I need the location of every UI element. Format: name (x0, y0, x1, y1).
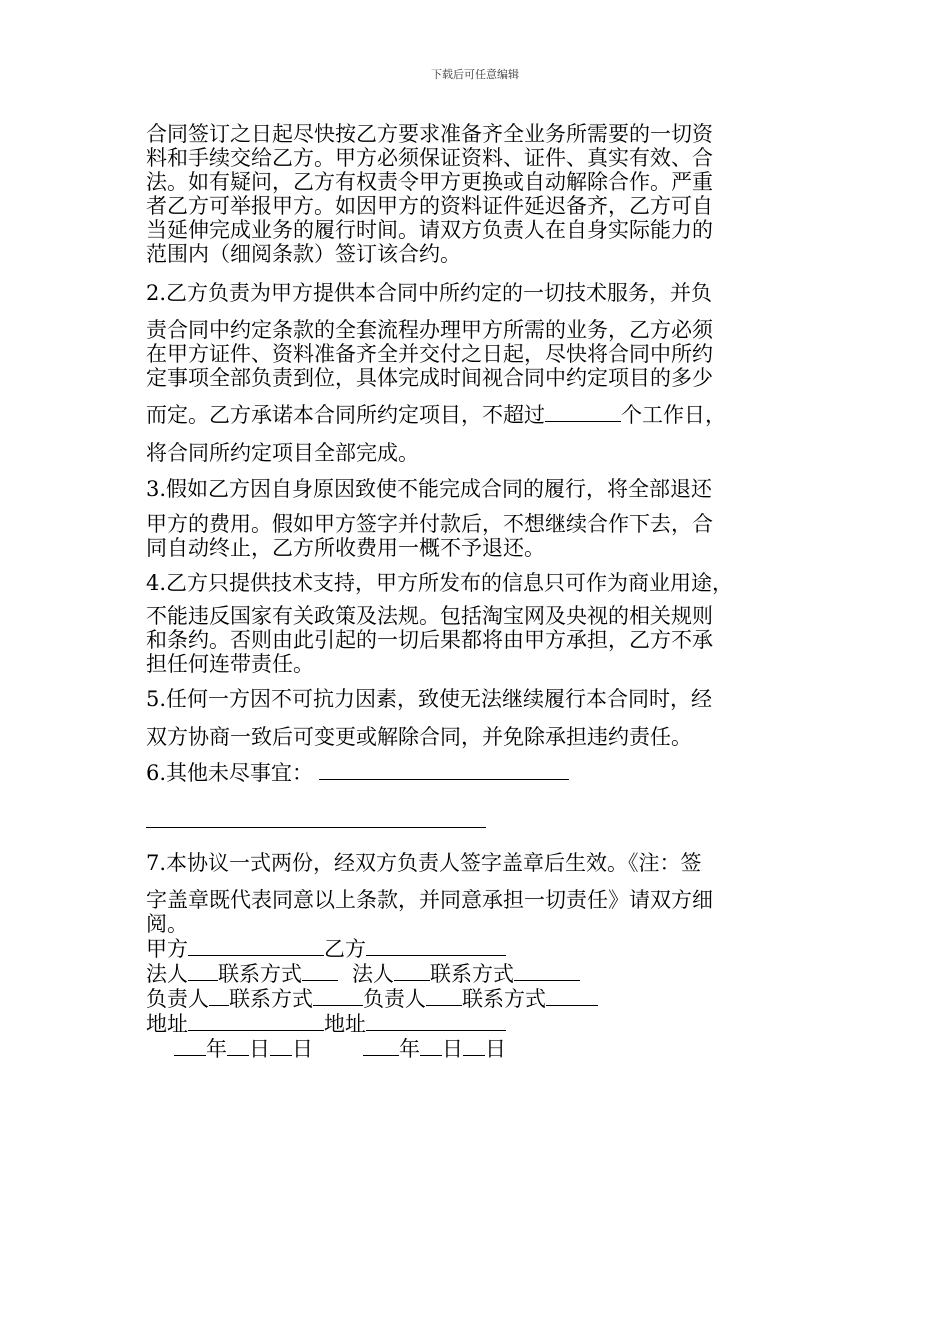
paragraph-1 (146, 122, 816, 266)
signature-row-address (146, 1011, 816, 1036)
year-a-blank[interactable] (174, 1036, 206, 1056)
text-segment: 6.其他未尽事宜： (146, 761, 314, 785)
legal-b-blank[interactable] (394, 961, 430, 981)
text-segment: 个工作日， (621, 403, 726, 427)
text-line: 者乙方可举报甲方。如因甲方的资料证件延迟备齐，乙方可自 (146, 194, 713, 218)
text-line: 料和手续交给乙方。甲方必须保证资料、证件、真实有效、合 (146, 146, 713, 170)
signature-row-parties (146, 936, 816, 961)
month-b-blank[interactable] (420, 1036, 442, 1056)
contact-b-blank[interactable] (514, 961, 580, 981)
page-header: 下载后可任意编辑 (431, 68, 519, 81)
day-b1-label: 日 (442, 1037, 463, 1061)
text-line (146, 400, 816, 430)
text-line: 范围内（细阅条款）签订该合约。 (146, 242, 461, 266)
text-line: 双方协商一致后可变更或解除合同，并免除承担违约责任。 (146, 725, 692, 749)
text-line: 3.假如乙方因自身原因致使不能完成合同的履行，将全部退还 (146, 477, 713, 501)
clause-4 (146, 568, 816, 676)
legal-a-label: 法人 (146, 962, 188, 986)
text-line: 同自动终止，乙方所收费用一概不予退还。 (146, 536, 545, 560)
signature-block (146, 936, 816, 1061)
text-line: 定事项全部负责到位，具体完成时间视合同中约定项目的多少 (146, 366, 713, 390)
day-a-blank[interactable] (270, 1036, 292, 1056)
signature-row-responsible (146, 986, 816, 1011)
text-line: 2.乙方负责为甲方提供本合同中所约定的一切技术服务，并负 (146, 281, 713, 305)
party-a-label: 甲方 (146, 937, 188, 961)
text-line: 4.乙方只提供技术支持，甲方所发布的信息只可作为商业用途， (146, 571, 734, 595)
text-line: 不能违反国家有关政策及法规。包括淘宝网及央视的相关规则 (146, 604, 713, 628)
text-line: 合同签订之日起尽快按乙方要求准备齐全业务所需要的一切资 (146, 122, 713, 146)
clause-2 (146, 278, 816, 468)
text-line: 法。如有疑问，乙方有权责令甲方更换或自动解除合作。严重 (146, 170, 713, 194)
resp-b-label: 负责人 (363, 987, 426, 1011)
blank-other-matters[interactable] (319, 760, 569, 780)
signature-row-legal (146, 961, 816, 986)
blank-workdays[interactable] (545, 402, 621, 422)
address-a-blank[interactable] (188, 1011, 324, 1031)
clause-5 (146, 684, 816, 752)
clause-6 (146, 758, 816, 832)
party-a-blank[interactable] (188, 936, 324, 956)
contact-b2-label: 联系方式 (462, 987, 546, 1011)
text-line: 当延伸完成业务的履行时间。请双方负责人在自身实际能力的 (146, 218, 713, 242)
party-b-blank[interactable] (366, 936, 506, 956)
contact-a2-blank[interactable] (313, 986, 363, 1006)
resp-a-label: 负责人 (146, 987, 209, 1011)
text-line: 将合同所约定项目全部完成。 (146, 441, 419, 465)
text-line: 和条约。否则由此引起的一切后果都将由甲方承担，乙方不承 (146, 628, 713, 652)
text-line: 责合同中约定条款的全套流程办理甲方所需的业务，乙方必须 (146, 318, 713, 342)
contact-b2-blank[interactable] (546, 986, 598, 1006)
text-line: 阅。 (146, 912, 188, 936)
legal-b-label: 法人 (352, 962, 394, 986)
contact-a-label: 联系方式 (218, 962, 302, 986)
party-b-label: 乙方 (324, 937, 366, 961)
address-b-label: 地址 (324, 1012, 366, 1036)
legal-a-blank[interactable] (188, 961, 218, 981)
contact-a2-label: 联系方式 (229, 987, 313, 1011)
contact-b-label: 联系方式 (430, 962, 514, 986)
clause-7 (146, 848, 816, 936)
text-line: 甲方的费用。假如甲方签字并付款后，不想继续合作下去，合 (146, 512, 713, 536)
day-a2-label: 日 (292, 1037, 313, 1061)
text-line: 担任何连带责任。 (146, 652, 314, 676)
year-b-label: 年 (399, 1037, 420, 1061)
resp-b-blank[interactable] (426, 986, 462, 1006)
text-line: 7.本协议一式两份，经双方负责人签字盖章后生效。《注：签 (146, 851, 702, 875)
text-line: 字盖章既代表同意以上条款，并同意承担一切责任》请双方细 (146, 888, 713, 912)
address-a-label: 地址 (146, 1012, 188, 1036)
text-line: 5.任何一方因不可抗力因素，致使无法继续履行本合同时，经 (146, 687, 713, 711)
text-segment: 而定。乙方承诺本合同所约定项目，不超过 (146, 403, 545, 427)
year-a-label: 年 (206, 1037, 227, 1061)
contract-body (146, 122, 816, 1061)
resp-a-blank[interactable] (209, 986, 229, 1006)
year-b-blank[interactable] (363, 1036, 399, 1056)
text-line (146, 808, 816, 832)
signature-row-date (146, 1036, 816, 1061)
day-a1-label: 日 (249, 1037, 270, 1061)
text-line (146, 758, 816, 788)
text-line: 在甲方证件、资料准备齐全并交付之日起，尽快将合同中所约 (146, 342, 713, 366)
month-a-blank[interactable] (227, 1036, 249, 1056)
blank-other-matters-2[interactable] (146, 808, 486, 828)
contact-a-blank[interactable] (302, 961, 338, 981)
day-b2-label: 日 (485, 1037, 506, 1061)
day-b-blank[interactable] (463, 1036, 485, 1056)
address-b-blank[interactable] (366, 1011, 506, 1031)
clause-3 (146, 474, 816, 560)
